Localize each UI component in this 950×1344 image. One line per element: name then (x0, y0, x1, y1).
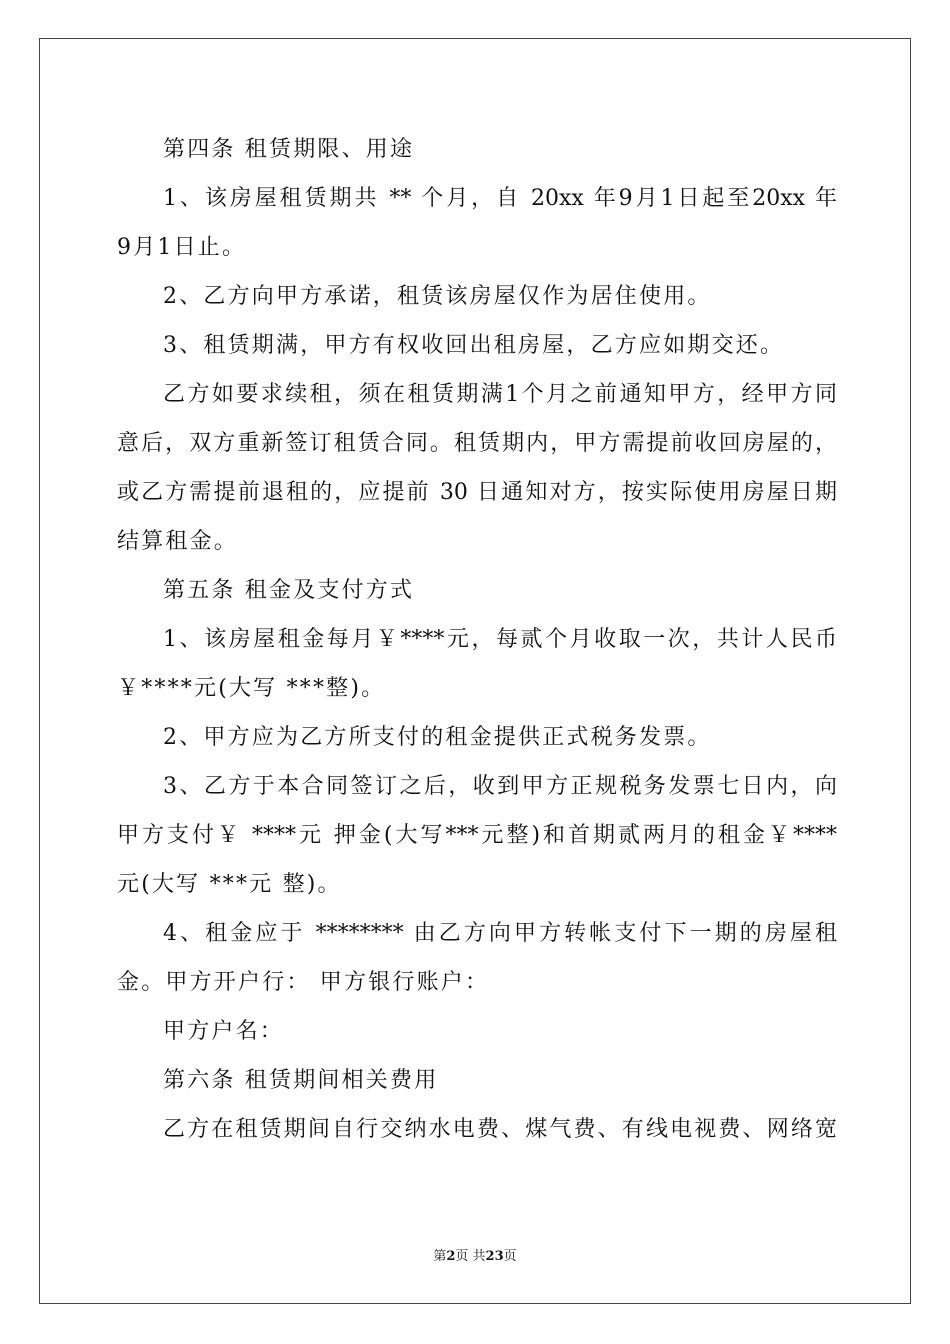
paragraph-line: 乙方如要求续租，须在租赁期满1个月之前通知甲方，经甲方同 (163, 382, 837, 407)
paragraph-line: 结算租金。 (117, 529, 239, 554)
paragraph-line: 3、租赁期满，甲方有权收回出租房屋，乙方应如期交还。 (163, 333, 785, 358)
paragraph-line: 9月1日止。 (117, 235, 247, 260)
page-footer (0, 1248, 950, 1266)
paragraph-line: 金。甲方开户行： 甲方银行账户： (117, 970, 490, 995)
paragraph-line: ￥****元(大写 ***整)。 (117, 676, 386, 701)
paragraph-line: 甲方户名： (163, 1019, 285, 1044)
paragraph-line: 乙方在租赁期间自行交纳水电费、煤气费、有线电视费、网络宽 (163, 1117, 837, 1142)
paragraph-line: 元(大写 ***元 整)。 (117, 872, 342, 897)
total-page-number: 23 (485, 1249, 504, 1264)
paragraph-line: 或乙方需提前退租的，应提前 30 日通知对方，按实际使用房屋日期 (117, 480, 837, 505)
footer-suffix: 页 (503, 1249, 517, 1264)
paragraph-line: 2、乙方向甲方承诺，租赁该房屋仅作为居住使用。 (163, 284, 712, 309)
paragraph-line: 4、租金应于 ******** 由乙方向甲方转帐支付下一期的房屋租 (163, 921, 837, 946)
footer-mid: 页 共 (455, 1249, 486, 1264)
footer-prefix: 第 (433, 1249, 447, 1264)
article-heading: 第六条 租赁期间相关费用 (163, 1068, 439, 1093)
paragraph-line: 意后，双方重新签订租赁合同。租赁期内，甲方需提前收回房屋的， (117, 431, 837, 456)
paragraph-line: 甲方支付￥ ****元 押金(大写***元整)和首期贰两月的租金￥**** (117, 823, 837, 848)
paragraph-line: 1、该房屋租赁期共 ** 个月，自 20xx 年9月1日起至20xx 年 (163, 186, 837, 211)
paragraph-line: 2、甲方应为乙方所支付的租金提供正式税务发票。 (163, 725, 712, 750)
paragraph-line: 3、乙方于本合同签订之后，收到甲方正规税务发票七日内，向 (163, 774, 837, 799)
paragraph-line: 1、该房屋租金每月￥****元，每贰个月收取一次，共计人民币 (163, 627, 837, 652)
current-page-number: 2 (446, 1249, 456, 1264)
article-heading: 第四条 租赁期限、用途 (163, 137, 415, 162)
article-heading: 第五条 租金及支付方式 (163, 578, 415, 603)
